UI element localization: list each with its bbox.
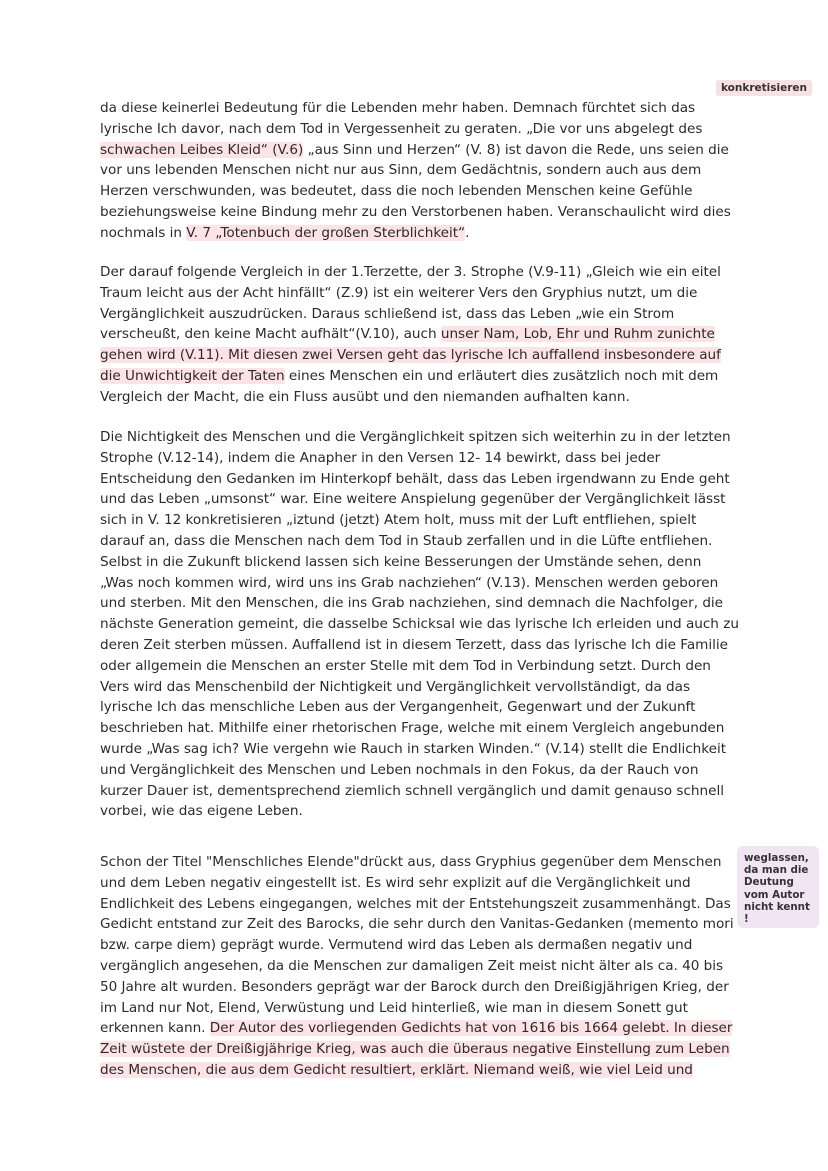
text-run: und dem Leben negativ eingestellt ist. Es wird sehr explizit auf die Vergänglichkeit und	[100, 874, 691, 891]
text-line	[100, 956, 740, 977]
text-run: vor uns lebenden Menschen nicht nur aus Sinn, dem Gedächtnis, sondern auch aus dem	[100, 162, 702, 179]
highlighted-text: die Unwichtigkeit der Taten	[100, 367, 285, 384]
text-line	[100, 304, 740, 325]
text-run: Vers wird das Menschenbild der Nichtigkeit und Vergänglichkeit vervollständigt, da das	[100, 678, 691, 695]
highlighted-text: unser Nam, Lob, Ehr und Ruhm zunichte	[440, 326, 715, 343]
text-run: „Was noch kommen wird, wird uns ins Grab nachziehen“ (V.13). Menschen werden geboren	[100, 574, 719, 591]
text-run: Strophe (V.12-14), indem die Anapher in den Versen 12- 14 bewirkt, dass bei jeder	[100, 449, 661, 466]
text-line	[100, 593, 740, 614]
text-run: bzw. carpe diem) geprägt wurde. Vermutend wird das Leben als dermaßen negativ und	[100, 937, 693, 954]
text-run: kurzer Dauer ist, dementsprechend ziemlich schnell vergänglich und damit genauso schnell	[100, 782, 724, 799]
text-run: verscheußt, den keine Macht aufhält“(V.10), auch	[100, 326, 441, 343]
text-run: sich in V. 12 konkretisieren „iztund (jetzt) Atem holt, muss mit der Luft entfliehen, spielt	[100, 512, 697, 529]
text-line	[100, 469, 740, 490]
text-line	[100, 873, 740, 894]
text-run: darauf an, dass die Menschen nach dem Tod in Staub zerfallen und in die Lüfte entfliehen.	[100, 532, 713, 549]
text-run: nächste Generation gemeint, die dasselbe Schicksal wie das lyrische Ich erleiden und auch zu	[100, 616, 739, 633]
text-line	[100, 573, 740, 594]
text-line	[100, 697, 740, 718]
text-run: Vergänglichkeit auszudrücken. Daraus schließend ist, dass das Leben „wie ein Strom	[100, 305, 675, 322]
text-line	[100, 531, 740, 552]
text-line	[100, 801, 740, 822]
paragraph-3	[100, 427, 740, 822]
text-run: Endlichkeit des Lebens eingegangen, welches mit der Entstehungszeit zusammenhängt. Das	[100, 895, 731, 912]
margin-note-top: konkretisieren	[716, 80, 812, 96]
text-run: deren Zeit sterben müssen. Auffallend ist in diesem Terzett, dass das lyrische Ich die Familie	[100, 636, 728, 653]
text-line	[100, 283, 740, 304]
text-line	[100, 677, 740, 698]
text-line	[100, 489, 740, 510]
text-run: Schon der Titel "Menschliches Elende"drückt aus, dass Gryphius gegenüber dem Menschen	[100, 854, 722, 870]
text-line	[100, 739, 740, 760]
text-line	[100, 614, 740, 635]
text-line	[100, 202, 740, 223]
text-line	[100, 387, 740, 408]
text-line	[100, 262, 740, 283]
text-run: Herzen verschwunden, was bedeutet, dass die noch lebenden Menschen keine Gefühle	[100, 183, 693, 200]
highlighted-text: V. 7 „Totenbuch der großen Sterblichkeit“	[186, 224, 466, 241]
text-run: eines Menschen ein und erläutert dies zusätzlich noch mit dem	[284, 367, 719, 384]
text-run: beziehungsweise keine Bindung mehr zu den Verstorbenen haben. Veranschaulicht wird dies	[100, 203, 731, 220]
text-line	[100, 98, 740, 119]
text-run: lyrische Ich davor, nach dem Tod in Vergessenheit zu geraten. „Die vor uns abgelegt des	[100, 120, 703, 137]
text-run: .	[465, 224, 470, 241]
text-line	[100, 914, 740, 935]
text-line	[100, 718, 740, 739]
text-line	[100, 656, 740, 677]
highlighted-text: Zeit wüstete der Dreißigjährige Krieg, was auch die überaus negative Einstellung zum Leben	[100, 1041, 730, 1058]
text-run: da diese keinerlei Bedeutung für die Lebenden mehr haben. Demnach fürchtet sich das	[100, 100, 696, 116]
text-run: Entscheidung den Gedanken im Hinterkopf behält, dass das Leben irgendwann zu Ende geht	[100, 470, 730, 487]
text-line	[100, 781, 740, 802]
text-line	[100, 140, 740, 161]
paragraph-4	[100, 852, 740, 1081]
text-line	[100, 1018, 740, 1039]
text-run: Vergleich der Macht, die ein Fluss ausübt und den niemanden aufhalten kann.	[100, 388, 630, 405]
text-run: Gedicht entstand zur Zeit des Barocks, die sehr durch den Vanitas-Gedanken (memento mori	[100, 916, 734, 933]
text-run: oder allgemein die Menschen an erster Stelle mit dem Tod in Verbindung setzt. Durch den	[100, 657, 711, 674]
text-line	[100, 894, 740, 915]
text-run: wurde „Was sag ich? Wie vergehn wie Rauch in starken Winden.“ (V.14) stellt die Endlichkeit	[100, 740, 727, 757]
text-line	[100, 119, 740, 140]
text-run: im Land nur Not, Elend, Verwüstung und Leid hinterließ, wie man in diesem Sonett gut	[100, 999, 688, 1016]
text-run: Traum leicht aus der Acht hinfällt“ (Z.9) ist ein weiterer Vers den Gryphius nutzt, um die	[100, 284, 698, 301]
text-line	[100, 427, 740, 448]
text-line	[100, 760, 740, 781]
highlighted-text: des Menschen, die aus dem Gedicht resultiert, erklärt. Niemand weiß, wie viel Leid und	[100, 1061, 693, 1078]
text-line	[100, 552, 740, 573]
text-line	[100, 935, 740, 956]
text-line	[100, 448, 740, 469]
highlighted-text: Der Autor des vorliegenden Gedichts hat von 1616 bis 1664 gelebt. In dieser	[209, 1020, 733, 1037]
text-run: 50 Jahre alt wurden. Besonders geprägt war der Barock durch den Dreißigjährigen Krieg, der	[100, 978, 729, 995]
text-run: Der darauf folgende Vergleich in der 1.Terzette, der 3. Strophe (V.9-11) „Gleich wie ein eitel	[100, 264, 721, 280]
margin-note-line: nicht kennt !	[744, 900, 810, 926]
text-run: und sterben. Mit den Menschen, die ins Grab nachziehen, sind demnach die Nachfolger, die	[100, 595, 724, 612]
paragraph-1	[100, 98, 740, 244]
text-line	[100, 998, 740, 1019]
text-run: vorbei, wie das eigene Leben.	[100, 803, 303, 820]
text-run: Die Nichtigkeit des Menschen und die Vergänglichkeit spitzen sich weiterhin zu in der letzten	[100, 429, 731, 445]
text-run: „aus Sinn und Herzen“ (V. 8) ist davon die Rede, uns seien die	[303, 141, 729, 158]
text-run: erkennen kann.	[100, 1020, 210, 1037]
text-line	[100, 345, 740, 366]
margin-note-line: weglassen,	[744, 852, 809, 864]
margin-note-line: Deutung	[744, 876, 794, 889]
text-line	[100, 635, 740, 656]
text-line	[100, 977, 740, 998]
highlighted-text: gehen wird (V.11). Mit diesen zwei Versen geht das lyrische Ich auffallend insbesondere auf	[100, 347, 721, 364]
text-run: nochmals in	[100, 224, 187, 241]
text-line	[100, 510, 740, 531]
text-line	[100, 160, 740, 181]
text-run: und Vergänglichkeit des Menschen und Leben nochmals in den Fokus, da der Rauch von	[100, 761, 699, 778]
text-line	[100, 181, 740, 202]
text-line	[100, 1039, 740, 1060]
margin-note-side	[737, 846, 819, 928]
paragraph-2	[100, 262, 740, 408]
text-run: Selbst in die Zukunft blickend lassen sich keine Besserungen der Umstände sehen, denn	[100, 553, 702, 570]
text-run: vergänglich angesehen, da die Menschen zur damaligen Zeit meist nicht älter als ca. 40 bis	[100, 957, 724, 974]
text-run: lyrische Ich das menschliche Leben aus der Vergangenheit, Gegenwart und der Zukunft	[100, 699, 696, 716]
margin-note-line: vom Autor	[744, 888, 805, 901]
text-line	[100, 324, 740, 345]
highlighted-text: schwachen Leibes Kleid“ (V.6)	[100, 141, 304, 158]
text-line	[100, 223, 740, 244]
text-run: und das Leben „umsonst“ war. Eine weitere Anspielung gegenüber der Vergänglichkeit lässt	[100, 491, 726, 508]
text-line	[100, 1060, 740, 1081]
margin-note-line: da man die	[744, 864, 809, 877]
text-line	[100, 366, 740, 387]
text-run: beschrieben hat. Mithilfe einer rhetorischen Frage, welche mit einem Vergleich angebunden	[100, 720, 725, 737]
text-line	[100, 852, 740, 873]
